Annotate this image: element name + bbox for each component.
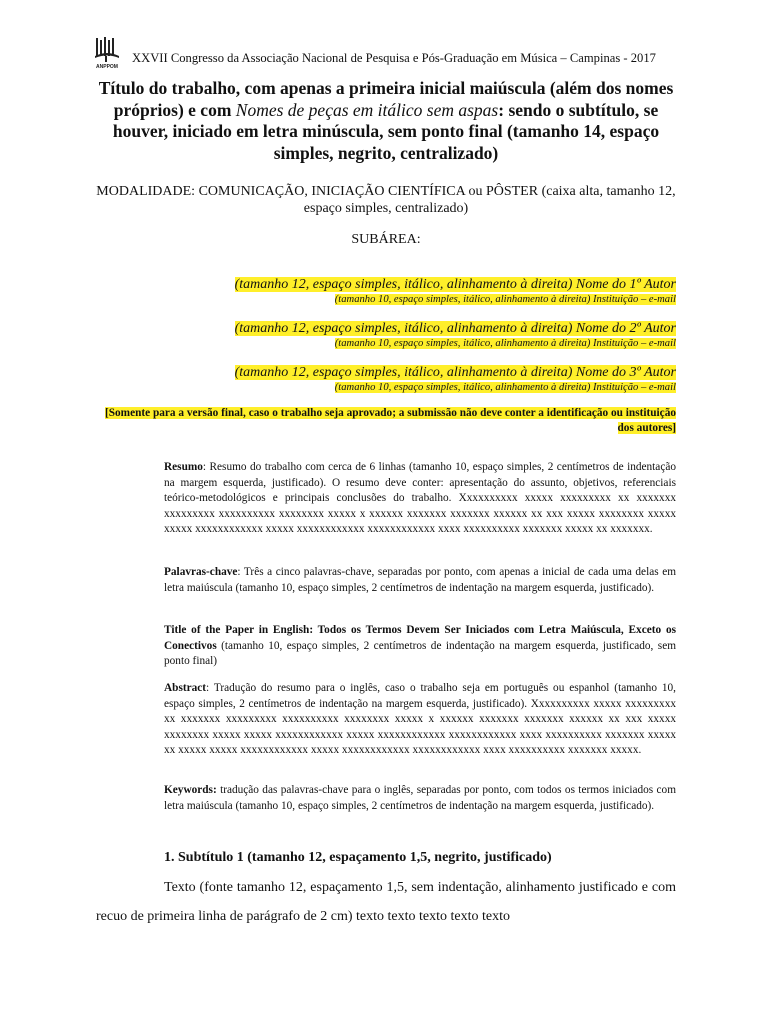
- resumo-paragraph: [164, 460, 676, 538]
- palavras-chave-text: : Três a cinco palavras-chave, separadas por ponto, com apenas a inicial de cada uma delas em letra maiúscula (tamanho 10, espaço simples, 2 centímetros de indentação na margem esquerda, justificado).: [164, 566, 676, 594]
- abstract-paragraph: [164, 681, 676, 759]
- resumo-label: Resumo: [164, 461, 203, 473]
- title-part-1: Título do trabalho, com apenas a primeira inicial maiúscula (além dos nomes próprios) e com: [98, 78, 674, 120]
- author-3: [235, 364, 676, 394]
- logo-text: ANPPOM: [96, 64, 118, 70]
- author-name: (tamanho 12, espaço simples, itálico, alinhamento à direita) Nome do 2º Autor: [234, 321, 676, 336]
- resumo-text: : Resumo do trabalho com cerca de 6 linhas (tamanho 10, espaço simples, 2 centímetros de indentação na margem esquerda, justificado). O resumo deve conter: apresentação do assunto, objetivos, referenciais teórico-metodológicos e principais conclusões do trabalho. Xxxxxxxxxx xxxxx xxxxxxxxx xx xxxxxxx xxxxxxxxx xxxxxxxxxx xxxxxxxx xxxxx x xxxxxx xxxxxxx xxxxxxx xxxxxx xx xxx xxxxx xxxxxxxx xxxxx xxxxx xxxxxxxxxxxx xxxxx xxxxxxxxxxxx xxxxxxxxxxxx xxxx xxxxxxxxxx xxxxxxx xxxxx xx xxxxxxx.: [164, 461, 676, 535]
- paper-title: [96, 78, 676, 164]
- author-institution: (tamanho 10, espaço simples, itálico, alinhamento à direita) Instituição – e-mail: [334, 338, 676, 349]
- abstract-text: : Tradução do resumo para o inglês, caso o trabalho seja em português ou espanhol (tamanho 10, espaço simples, 2 centímetros de indentação na margem esquerda, justificado). Xxxxxxxxxx xxxxx xxxxxxxxx xx xxxxxxx xxxxxxxxx xxxxxxxxxx xxxxxxxx xxxxx x xxxxxx xxxxxxx xxxxxxx xxxxxx xx xxx xxxxx xxxxxxxx xxxxx xxxxx xxxxxxxxxxxx xxxxx xxxxxxxxxxxx xxxxxxxxxxxx xxxx xxxxxxxxxx xxxxxxx xxxxx xx xxxxx xxxxx xxxxxxxxxxxx xxxxx xxxxxxxxxxxx xxxxxxxxxxxx xxxx xxxxxxxxxx xxxxxxx xxxxx.: [164, 682, 676, 756]
- modalidade-line: MODALIDADE: COMUNICAÇÃO, INICIAÇÃO CIENTÍFICA ou PÔSTER (caixa alta, tamanho 12, espaço simples, centralizado): [96, 184, 676, 216]
- author-name: (tamanho 12, espaço simples, itálico, alinhamento à direita) Nome do 1º Autor: [234, 277, 676, 292]
- header-text: XXVII Congresso da Associação Nacional de Pesquisa e Pós-Graduação em Música – Campinas - 2017: [132, 51, 656, 65]
- anppom-logo-icon: [92, 36, 122, 70]
- subarea-line: SUBÁREA:: [351, 232, 421, 247]
- section-heading: 1. Subtítulo 1 (tamanho 12, espaçamento 1,5, negrito, justificado): [164, 850, 552, 865]
- keywords-text: tradução das palavras-chave para o inglês, separadas por ponto, com todos os termos iniciados com letra maiúscula (tamanho 10, espaço simples, 2 centímetros de indentação na margem esquerda, justificado).: [164, 784, 676, 812]
- palavras-chave-paragraph: [164, 565, 676, 596]
- palavras-chave-label: Palavras-chave: [164, 566, 238, 578]
- final-version-notice: [96, 406, 676, 436]
- english-title-label: Title of the Paper in English: Todos os Termos Devem Ser Iniciados com Letra Maiúscula, Exceto os Conectivos: [164, 624, 676, 652]
- author-1: [235, 276, 676, 306]
- author-name: (tamanho 12, espaço simples, itálico, alinhamento à direita) Nome do 3º Autor: [234, 365, 676, 380]
- notice-text: [Somente para a versão final, caso o trabalho seja aprovado; a submissão não deve conter a identificação ou instituição dos autores]: [104, 407, 676, 434]
- title-italic: Nomes de peças em itálico sem aspas: [235, 99, 499, 120]
- page-header: [92, 36, 682, 72]
- author-institution: (tamanho 10, espaço simples, itálico, alinhamento à direita) Instituição – e-mail: [334, 382, 676, 393]
- body-paragraph: Texto (fonte tamanho 12, espaçamento 1,5, sem indentação, alinhamento justificado e com recuo de primeira linha de parágrafo de 2 cm) texto texto texto texto texto: [96, 880, 676, 924]
- author-2: [235, 320, 676, 350]
- title-part-2: : sendo o subtítulo, se houver, iniciado em letra minúscula, sem ponto final (tamanho 14, espaço simples, negrito, centralizado): [112, 99, 660, 163]
- english-title-text: (tamanho 10, espaço simples, 2 centímetros de indentação na margem esquerda, justificado, sem ponto final): [164, 639, 676, 667]
- keywords-label: Keywords:: [164, 784, 217, 796]
- english-title-paragraph: [164, 623, 676, 670]
- keywords-paragraph: [164, 783, 676, 814]
- author-institution: (tamanho 10, espaço simples, itálico, alinhamento à direita) Instituição – e-mail: [334, 294, 676, 305]
- abstract-label: Abstract: [164, 682, 207, 694]
